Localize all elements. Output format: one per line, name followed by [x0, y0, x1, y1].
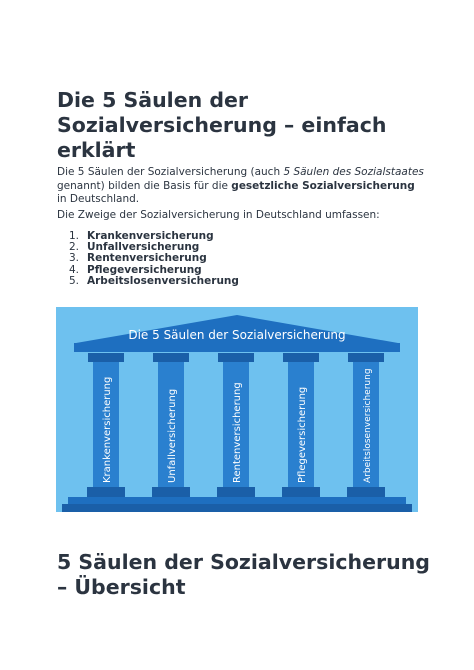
pillar-label: [167, 389, 178, 483]
pillar-label-part1: Unfall: [167, 454, 178, 483]
pillar-capital: [153, 353, 189, 362]
pillar-label-part2: versicherung: [232, 382, 243, 448]
roof-label: Die 5 Säulen der Sozialversicherung: [128, 328, 346, 342]
pillar-base: [282, 487, 320, 497]
pillar-label-part2: versicherung: [363, 368, 373, 428]
list-item-number: 4.: [69, 263, 80, 276]
intro-text-3: in Deutschland.: [57, 193, 140, 205]
pillar-base: [347, 487, 385, 497]
roof-beam: [74, 343, 400, 352]
list-item-name: Rentenversicherung: [87, 252, 207, 265]
pillar-label: [363, 368, 373, 483]
pillar-label-part2: versicherung: [167, 388, 178, 455]
pillar-base: [87, 487, 125, 497]
branches-intro: Die Zweige der Sozialversicherung in Deutschland umfassen:: [57, 209, 380, 221]
pillar-label: [232, 382, 243, 483]
pillar-label-part1: Renten: [232, 447, 243, 483]
list-item-name: Krankenversicherung: [87, 230, 214, 242]
list-item-number: 1.: [69, 230, 80, 242]
list-item-name: Arbeitslosenversicherung: [87, 274, 239, 287]
pillar-label-part1: Pflege: [297, 452, 308, 483]
pillar-base: [152, 487, 190, 497]
page-title: Die 5 Säulen der Sozialversicherung – einfach erklärt: [57, 88, 387, 162]
foundation-step-bottom: [62, 504, 412, 512]
list-item: [57, 276, 239, 287]
pillar-label-part2: versicherung: [297, 386, 308, 453]
list-item-number: 5.: [69, 274, 80, 287]
foundation-step-top: [68, 497, 406, 504]
pillar-label-part1: Kranken: [102, 441, 113, 483]
pillars-illustration: [56, 307, 418, 512]
pillar-label: [102, 377, 113, 483]
section-title: 5 Säulen der Sozialversicherung – Übersicht: [57, 550, 430, 599]
pillar-capital: [88, 353, 124, 362]
intro-text-1: Die 5 Säulen der Sozialversicherung (auch: [57, 166, 284, 178]
intro-italic: 5 Säulen des Sozialstaates: [283, 166, 424, 178]
list-item-name: Unfallversicherung: [87, 241, 200, 254]
pillar-label-part1: Arbeitslosen: [363, 427, 373, 483]
list-item-number: 3.: [69, 252, 80, 265]
intro-text-2: genannt) bilden die Basis für die: [57, 179, 232, 192]
pillar-base: [217, 487, 255, 497]
pillar-label: [297, 387, 308, 483]
intro-bold: gesetzliche Sozialversicherung: [231, 179, 415, 192]
pillar-capital: [218, 353, 254, 362]
list-item: [57, 253, 239, 264]
intro-paragraph: [57, 166, 427, 207]
pillar-capital: [348, 353, 384, 362]
list-item-name: Pflegeversicherung: [87, 263, 202, 276]
list-item-number: 2.: [69, 241, 80, 254]
pillar-label-part2: versicherung: [102, 376, 113, 442]
branches-list: [57, 231, 239, 287]
pillar-capital: [283, 353, 319, 362]
